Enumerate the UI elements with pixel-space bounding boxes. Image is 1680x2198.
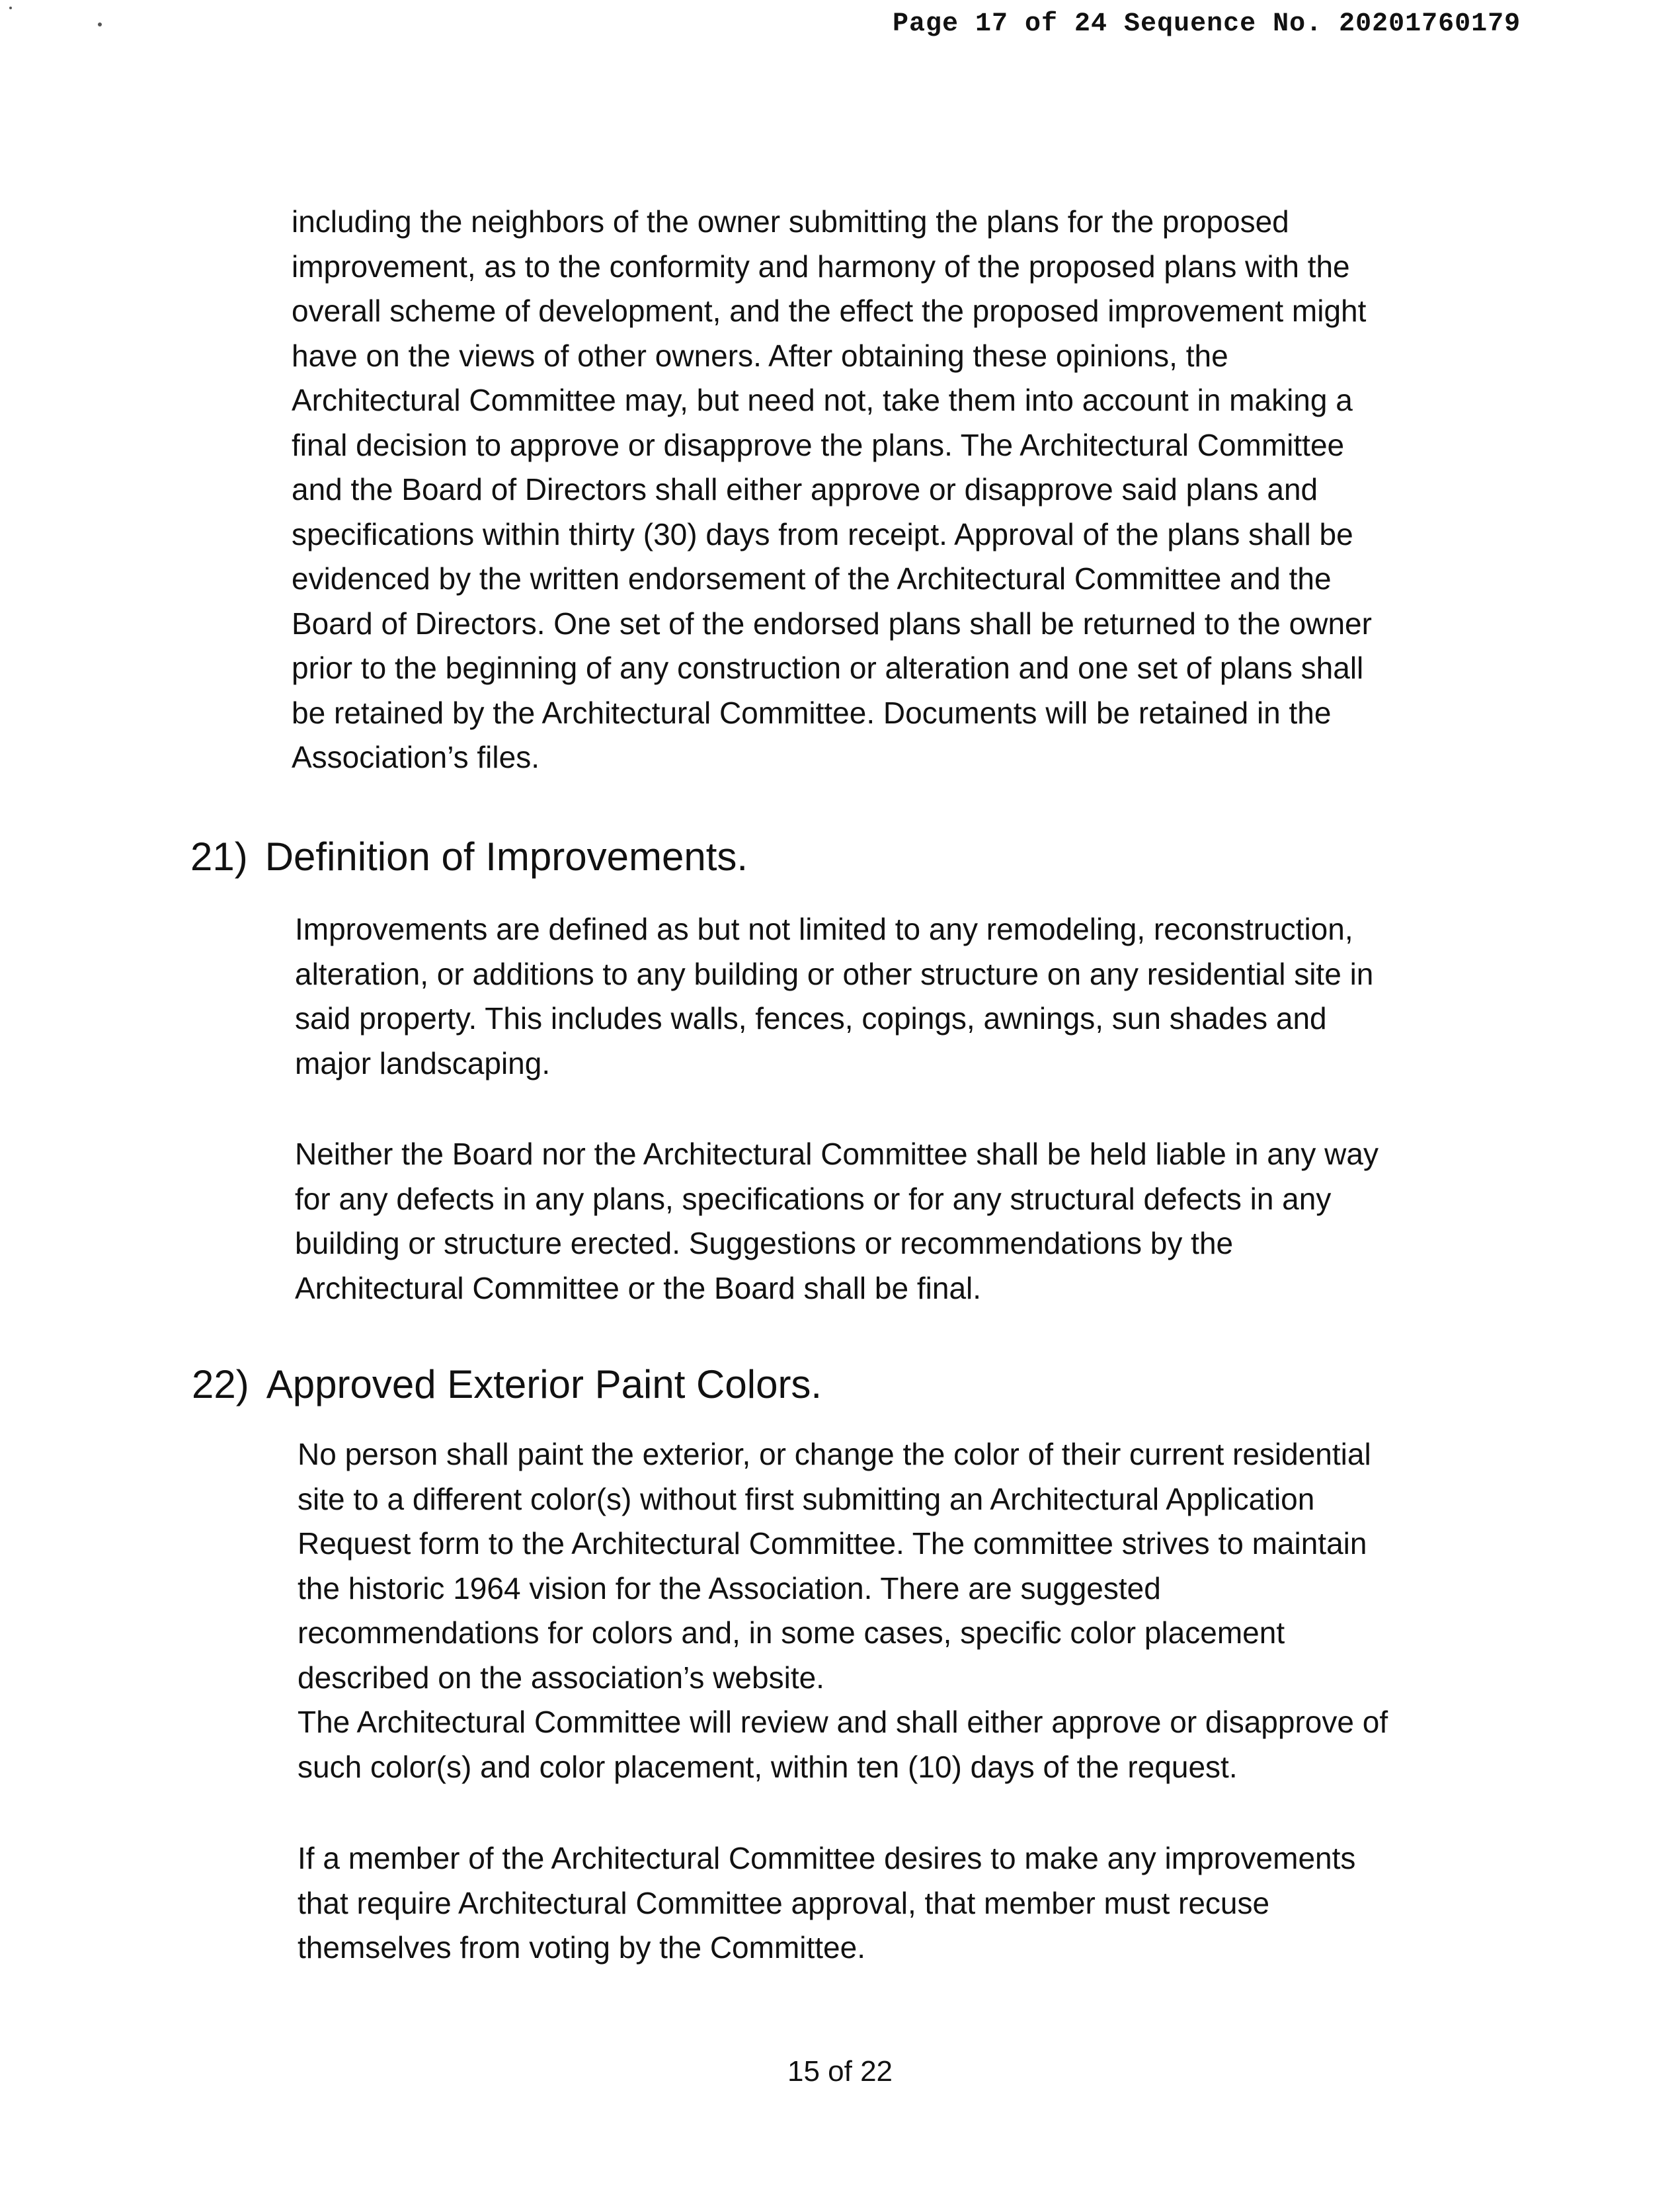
continuation-paragraph — [292, 200, 1372, 780]
section-title: Definition of Improvements. — [264, 834, 748, 879]
section-22-paragraph-2 — [298, 1836, 1355, 1971]
section-number: 22) — [192, 1362, 249, 1406]
text-line: site to a different color(s) without first submitting an Architectural Application — [298, 1481, 1315, 1516]
text-line: Request form to the Architectural Committee. The committee strives to maintain — [298, 1526, 1367, 1561]
text-line: building or structure erected. Suggestions or recommendations by the — [295, 1226, 1234, 1260]
text-line: No person shall paint the exterior, or change the color of their current residential — [298, 1437, 1371, 1471]
text-line: Architectural Committee may, but need not, take them into account in making a — [292, 383, 1353, 417]
text-line: improvement, as to the conformity and harmony of the proposed plans with the — [292, 249, 1350, 284]
text-line: final decision to approve or disapprove the plans. The Architectural Committee — [292, 427, 1345, 462]
text-line: overall scheme of development, and the effect the proposed improvement might — [292, 294, 1367, 328]
text-line: Neither the Board nor the Architectural Committee shall be held liable in any way — [295, 1137, 1379, 1171]
scan-speck — [98, 22, 102, 26]
text-line: the historic 1964 vision for the Association. There are suggested — [298, 1570, 1161, 1606]
text-line: for any defects in any plans, specifications or for any structural defects in any — [295, 1181, 1332, 1216]
text-line: and the Board of Directors shall either approve or disapprove said plans and — [292, 472, 1318, 507]
text-line: such color(s) and color placement, within ten (10) days of the request. — [298, 1749, 1238, 1784]
text-line: that require Architectural Committee approval, that member must recuse — [298, 1885, 1270, 1920]
text-line: Board of Directors. One set of the endorsed plans shall be returned to the owner — [292, 606, 1372, 641]
text-line: prior to the beginning of any construction or alteration and one set of plans shall — [292, 651, 1364, 685]
section-22-paragraph-1 — [298, 1432, 1388, 1789]
text-line: Improvements are defined as but not limited to any remodeling, reconstruction, — [295, 912, 1353, 946]
text-line: alteration, or additions to any building or other structure on any residential site in — [295, 956, 1374, 991]
text-line: The Architectural Committee will review and shall either approve or disapprove of — [298, 1705, 1388, 1739]
text-line: have on the views of other owners. After obtaining these opinions, the — [292, 338, 1228, 373]
text-line: specifications within thirty (30) days from receipt. Approval of the plans shall be — [292, 516, 1353, 551]
text-line: said property. This includes walls, fences, copings, awnings, sun shades and — [295, 1001, 1327, 1036]
section-22-heading — [192, 1361, 822, 1408]
text-line: including the neighbors of the owner submitting the plans for the proposed — [292, 204, 1289, 239]
text-line: themselves from voting by the Committee. — [298, 1930, 865, 1965]
text-line: recommendations for colors and, in some cases, specific color placement — [298, 1615, 1285, 1650]
text-line: major landscaping. — [295, 1045, 551, 1080]
sequence-stamp: Page 17 of 24 Sequence No. 20201760179 — [893, 9, 1521, 39]
section-21-paragraph-2 — [295, 1132, 1379, 1311]
text-line: be retained by the Architectural Committee. Documents will be retained in the — [292, 695, 1332, 730]
page-number: 15 of 22 — [787, 2055, 893, 2088]
section-21-paragraph-1 — [295, 907, 1373, 1086]
text-line: Association’s files. — [292, 740, 540, 774]
section-21-heading — [190, 833, 748, 881]
text-line: Architectural Committee or the Board shall be final. — [295, 1270, 982, 1305]
text-line: If a member of the Architectural Committee desires to make any improvements — [298, 1841, 1356, 1875]
section-title: Approved Exterior Paint Colors. — [266, 1362, 822, 1406]
text-line: evidenced by the written endorsement of the Architectural Committee and the — [292, 561, 1332, 596]
section-number: 21) — [190, 834, 248, 879]
text-line: described on the association’s website. — [298, 1660, 824, 1695]
scan-speck — [9, 7, 12, 9]
